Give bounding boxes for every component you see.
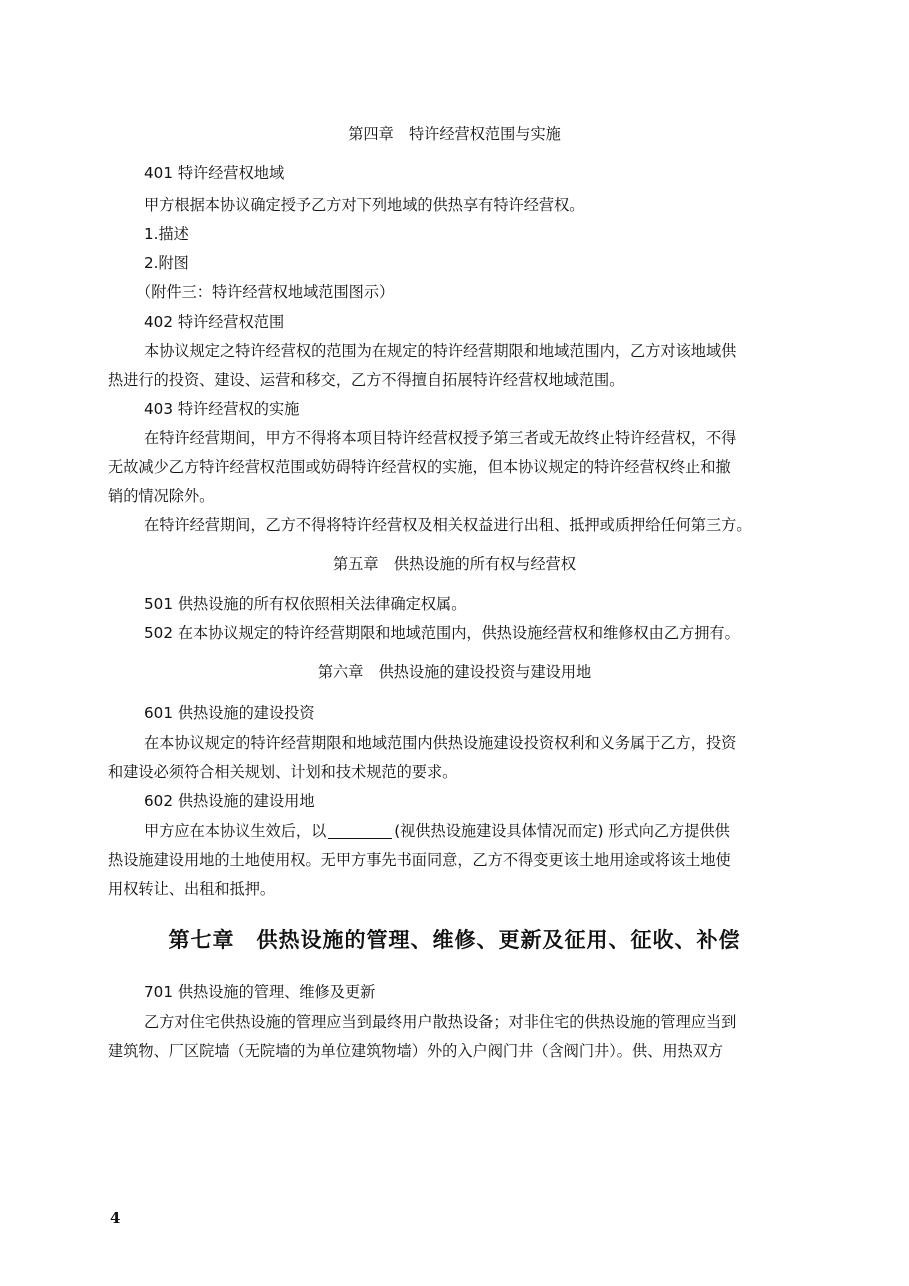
section-403-heading: 403 特许经营权的实施 [144, 400, 300, 418]
section-403-paragraph-2: 在特许经营期间，乙方不得将特许经营权及相关权益进行出租、抵押或质押给任何第三方。 [144, 516, 752, 534]
section-501: 501 供热设施的所有权依照相关法律确定权属。 [144, 595, 467, 613]
section-601-line-2: 和建设必须符合相关规划、计划和技术规范的要求。 [108, 763, 458, 781]
section-602-line-2: 热设施建设用地的土地使用权。无甲方事先书面同意，乙方不得变更该土地用途或将该土地使 [108, 851, 731, 869]
page-number: 4 [110, 1209, 121, 1227]
section-701-heading: 701 供热设施的管理、维修及更新 [144, 983, 376, 1001]
section-602-line-1-start: 甲方应在本协议生效后，以 [144, 822, 327, 840]
section-602-line-3: 用权转让、出租和抵押。 [108, 880, 276, 898]
section-601-heading: 601 供热设施的建设投资 [144, 704, 315, 722]
chapter-6-title: 第六章 供热设施的建设投资与建设用地 [317, 663, 592, 681]
section-502: 502 在本协议规定的特许经营期限和地域范围内，供热设施经营权和维修权由乙方拥有。 [144, 624, 740, 642]
chapter-4-title: 第四章 特许经营权范围与实施 [348, 125, 561, 143]
section-602-line-1-end: (视供热设施建设具体情况而定) 形式向乙方提供供 [394, 822, 730, 840]
section-602-line-1 [144, 821, 837, 841]
chapter-5-title: 第五章 供热设施的所有权与经营权 [333, 555, 576, 573]
section-402-line-1: 本协议规定之特许经营权的范围为在规定的特许经营期限和地域范围内，乙方对该地域供 [144, 342, 737, 360]
section-403-line-1: 在特许经营期间，甲方不得将本项目特许经营权授予第三者或无故终止特许经营权，不得 [144, 429, 737, 447]
section-401-attachment-note: （附件三：特许经营权地域范围图示） [136, 283, 395, 301]
section-403-line-2: 无故减少乙方特许经营权范围或妨碍特许经营权的实施，但本协议规定的特许经营权终止和撤 [108, 458, 731, 476]
section-402-line-2: 热进行的投资、建设、运营和移交，乙方不得擅自拓展特许经营权地域范围。 [108, 371, 625, 389]
chapter-7-title: 第七章 供热设施的管理、维修、更新及征用、征收、补偿 [168, 927, 741, 952]
section-401-item-2: 2.附图 [144, 254, 189, 272]
section-602-heading: 602 供热设施的建设用地 [144, 792, 315, 810]
section-601-line-1: 在本协议规定的特许经营期限和地域范围内供热设施建设投资权利和义务属于乙方，投资 [144, 734, 737, 752]
section-701-line-2: 建筑物、厂区院墙（无院墙的为单位建筑物墙）外的入户阀门井（含阀门井）。供、用热双方 [108, 1042, 724, 1060]
section-701-line-1: 乙方对住宅供热设施的管理应当到最终用户散热设备；对非住宅的供热设施的管理应当到 [144, 1013, 737, 1031]
section-401-item-1: 1.描述 [144, 225, 189, 243]
section-401-heading: 401 特许经营权地域 [144, 164, 285, 182]
fill-in-blank [328, 822, 392, 839]
section-402-heading: 402 特许经营权范围 [144, 313, 285, 331]
section-401-paragraph: 甲方根据本协议确定授予乙方对下列地域的供热享有特许经营权。 [144, 196, 585, 214]
section-403-line-3: 销的情况除外。 [108, 487, 215, 505]
